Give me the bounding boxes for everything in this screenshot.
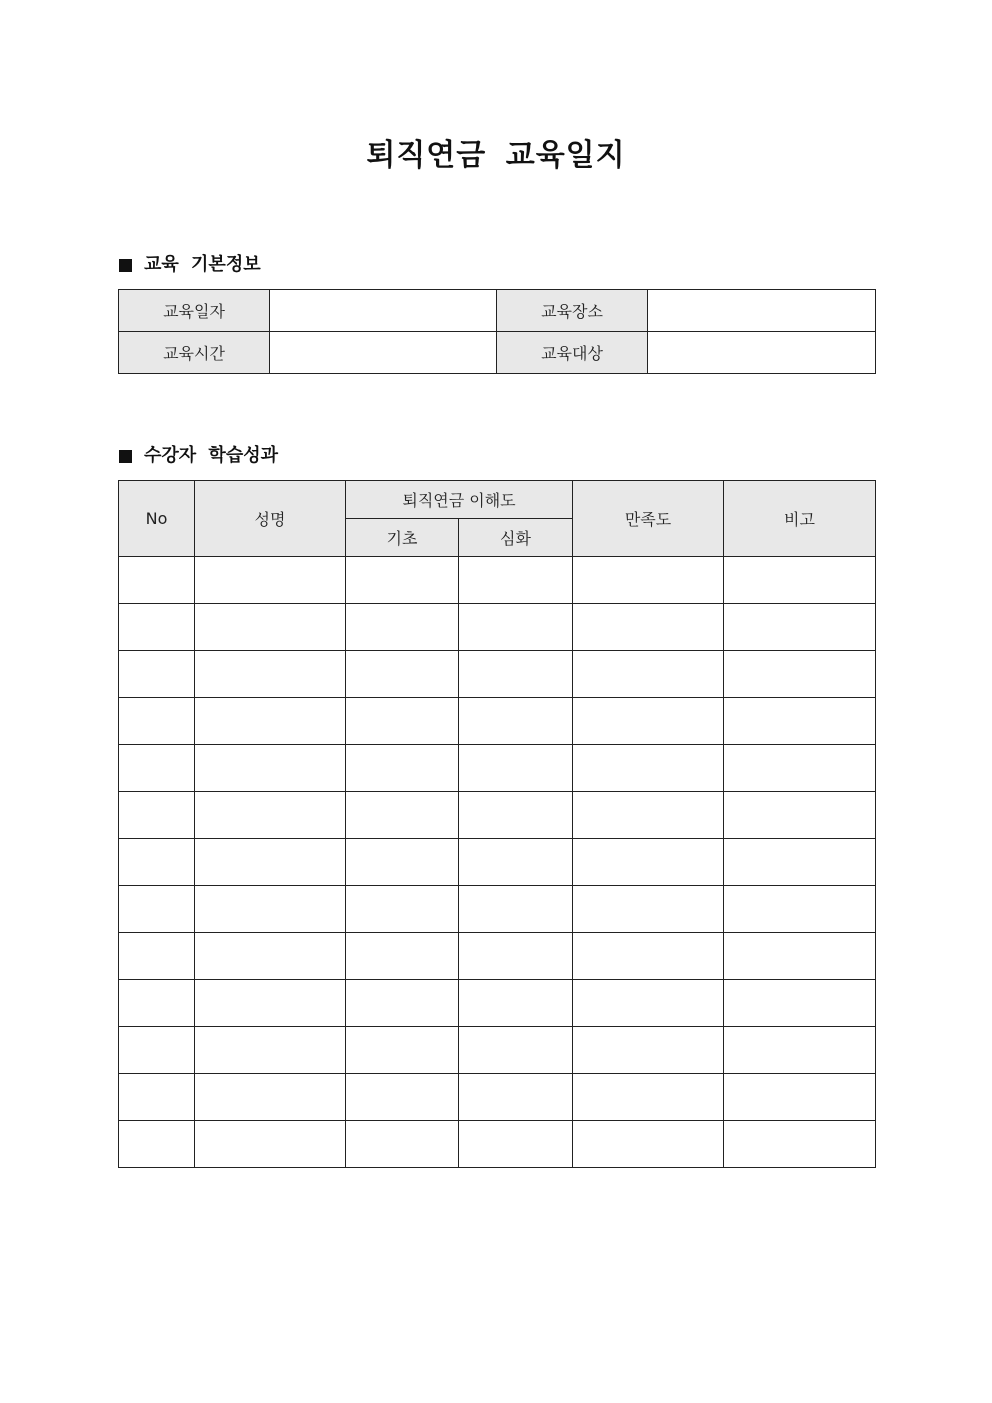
cell-no[interactable] [119, 839, 195, 886]
cell-advanced[interactable] [459, 698, 573, 745]
cell-satisfaction[interactable] [573, 933, 724, 980]
column-header-advanced: 심화 [459, 519, 573, 557]
cell-no[interactable] [119, 980, 195, 1027]
cell-no[interactable] [119, 792, 195, 839]
square-bullet-icon [119, 259, 132, 272]
cell-satisfaction[interactable] [573, 604, 724, 651]
cell-basic[interactable] [346, 792, 459, 839]
column-header-no: No [119, 481, 195, 557]
column-header-basic: 기초 [346, 519, 459, 557]
cell-no[interactable] [119, 886, 195, 933]
basic-info-heading [119, 253, 261, 277]
cell-basic[interactable] [346, 886, 459, 933]
cell-satisfaction[interactable] [573, 886, 724, 933]
table-row [119, 1027, 876, 1074]
cell-no[interactable] [119, 557, 195, 604]
education-time-field[interactable] [270, 332, 497, 374]
cell-name[interactable] [195, 1121, 346, 1168]
cell-basic[interactable] [346, 1074, 459, 1121]
cell-remarks[interactable] [724, 604, 876, 651]
table-row [119, 557, 876, 604]
cell-name[interactable] [195, 886, 346, 933]
cell-name[interactable] [195, 651, 346, 698]
cell-remarks[interactable] [724, 933, 876, 980]
cell-advanced[interactable] [459, 745, 573, 792]
cell-advanced[interactable] [459, 886, 573, 933]
square-bullet-icon [119, 450, 132, 463]
cell-no[interactable] [119, 1027, 195, 1074]
cell-name[interactable] [195, 1027, 346, 1074]
cell-name[interactable] [195, 792, 346, 839]
table-row [119, 886, 876, 933]
cell-remarks[interactable] [724, 698, 876, 745]
cell-no[interactable] [119, 745, 195, 792]
basic-info-table [118, 289, 876, 374]
cell-basic[interactable] [346, 1121, 459, 1168]
cell-satisfaction[interactable] [573, 1074, 724, 1121]
table-row [119, 980, 876, 1027]
document-title: 퇴직연금 교육일지 [366, 138, 626, 173]
cell-remarks[interactable] [724, 980, 876, 1027]
cell-remarks[interactable] [724, 745, 876, 792]
cell-name[interactable] [195, 698, 346, 745]
cell-advanced[interactable] [459, 651, 573, 698]
cell-no[interactable] [119, 1121, 195, 1168]
cell-name[interactable] [195, 1074, 346, 1121]
table-row [119, 839, 876, 886]
cell-remarks[interactable] [724, 792, 876, 839]
education-date-field[interactable] [270, 290, 497, 332]
table-row [119, 792, 876, 839]
table-row [119, 698, 876, 745]
cell-satisfaction[interactable] [573, 1027, 724, 1074]
education-target-label: 교육대상 [497, 332, 648, 374]
cell-basic[interactable] [346, 604, 459, 651]
cell-satisfaction[interactable] [573, 557, 724, 604]
cell-name[interactable] [195, 933, 346, 980]
education-place-field[interactable] [648, 290, 876, 332]
cell-advanced[interactable] [459, 1027, 573, 1074]
cell-basic[interactable] [346, 698, 459, 745]
cell-name[interactable] [195, 604, 346, 651]
cell-advanced[interactable] [459, 1074, 573, 1121]
column-header-satisfaction: 만족도 [573, 481, 724, 557]
cell-basic[interactable] [346, 980, 459, 1027]
learning-results-table [118, 480, 876, 1168]
cell-advanced[interactable] [459, 1121, 573, 1168]
cell-no[interactable] [119, 604, 195, 651]
cell-name[interactable] [195, 745, 346, 792]
cell-no[interactable] [119, 1074, 195, 1121]
column-header-remarks: 비고 [724, 481, 876, 557]
cell-basic[interactable] [346, 745, 459, 792]
table-row [119, 745, 876, 792]
cell-advanced[interactable] [459, 557, 573, 604]
cell-basic[interactable] [346, 839, 459, 886]
cell-no[interactable] [119, 698, 195, 745]
cell-remarks[interactable] [724, 886, 876, 933]
cell-remarks[interactable] [724, 1074, 876, 1121]
cell-remarks[interactable] [724, 557, 876, 604]
education-target-field[interactable] [648, 332, 876, 374]
cell-basic[interactable] [346, 557, 459, 604]
cell-advanced[interactable] [459, 839, 573, 886]
column-header-understanding: 퇴직연금 이해도 [346, 481, 573, 519]
cell-satisfaction[interactable] [573, 1121, 724, 1168]
cell-name[interactable] [195, 839, 346, 886]
cell-remarks[interactable] [724, 1121, 876, 1168]
education-time-label: 교육시간 [119, 332, 270, 374]
cell-basic[interactable] [346, 651, 459, 698]
cell-satisfaction[interactable] [573, 980, 724, 1027]
cell-satisfaction[interactable] [573, 745, 724, 792]
education-place-label: 교육장소 [497, 290, 648, 332]
cell-no[interactable] [119, 651, 195, 698]
cell-advanced[interactable] [459, 792, 573, 839]
cell-name[interactable] [195, 980, 346, 1027]
cell-no[interactable] [119, 933, 195, 980]
table-row [119, 1121, 876, 1168]
info-row [119, 290, 876, 332]
cell-name[interactable] [195, 557, 346, 604]
cell-advanced[interactable] [459, 933, 573, 980]
cell-remarks[interactable] [724, 839, 876, 886]
cell-satisfaction[interactable] [573, 839, 724, 886]
cell-basic[interactable] [346, 933, 459, 980]
cell-advanced[interactable] [459, 980, 573, 1027]
cell-satisfaction[interactable] [573, 698, 724, 745]
results-table-body [119, 557, 876, 1168]
learning-results-heading-text: 수강자 학습성과 [144, 445, 278, 466]
table-row [119, 1074, 876, 1121]
info-row [119, 332, 876, 374]
education-date-label: 교육일자 [119, 290, 270, 332]
table-row [119, 651, 876, 698]
table-row [119, 604, 876, 651]
basic-info-heading-text: 교육 기본정보 [144, 254, 261, 275]
header-row [119, 481, 876, 519]
learning-results-heading [119, 444, 278, 468]
cell-satisfaction[interactable] [573, 792, 724, 839]
cell-advanced[interactable] [459, 604, 573, 651]
table-row [119, 933, 876, 980]
cell-remarks[interactable] [724, 651, 876, 698]
cell-satisfaction[interactable] [573, 651, 724, 698]
cell-basic[interactable] [346, 1027, 459, 1074]
cell-remarks[interactable] [724, 1027, 876, 1074]
column-header-name: 성명 [195, 481, 346, 557]
